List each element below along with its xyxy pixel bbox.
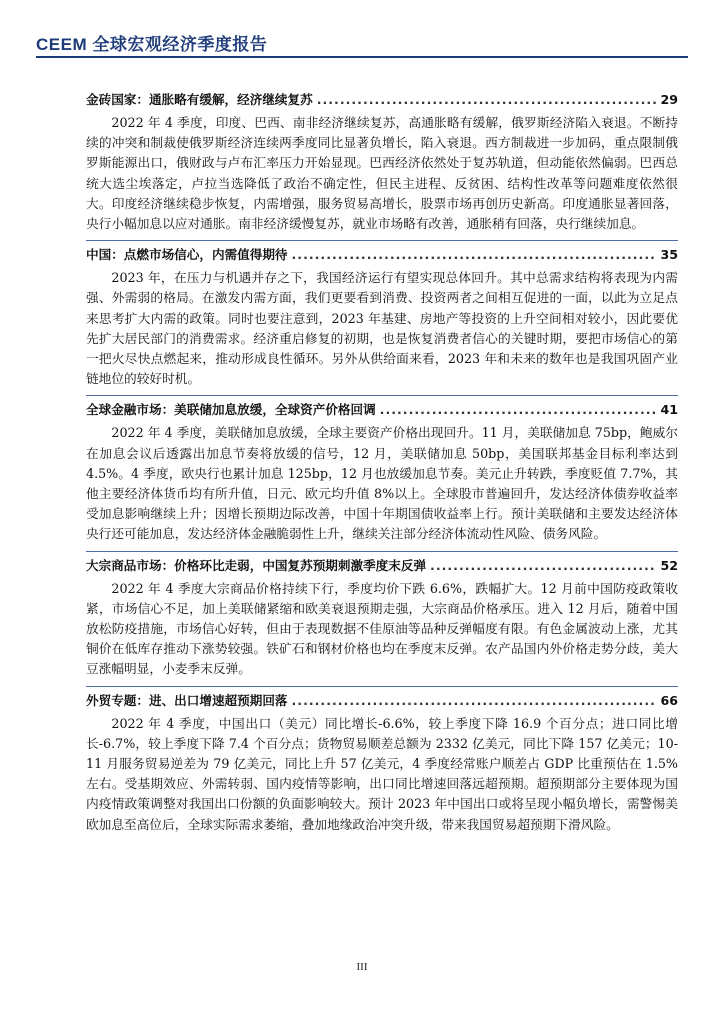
- toc-leader-dots: [292, 246, 657, 264]
- toc-entry-page: 41: [660, 402, 678, 418]
- section-summary: 2022 年 4 季度，中国出口（美元）同比增长-6.6%，较上季度下降 16.9 个百分点；进口同比增长-6.7%，较上季度下降 7.4 个百分点；货物贸易顺差总额为 2332 亿美元，同比下降 157 亿美元；10-11 月服务贸易逆差为 79 亿美元，同比上升 57 亿美元，4 季度经常账户顺差占 GDP 比重预估在 1.5%左右。受基期效应、外需转弱、国内疫情等影响，出口同比增速回落远超预期。超预期部分主要体现为国内疫情政策调整对我国出口份额的负面影响较大。预计 2023 年中国出口或将呈现小幅负增长，需警惕美欧加息至高位后，全球实际需求萎缩，叠加地缘政治冲突升级，带来我国贸易超预期下滑风险。: [86, 715, 678, 832]
- toc-leader-dots: [430, 557, 656, 575]
- section-summary: 2022 年 4 季度，美联储加息放缓，全球主要资产价格出现回升。11 月，美联储加息 75bp，鲍威尔在加息会议后透露出加息节奏将放缓的信号，12 月，美联储加息 50bp，美国联邦基金目标利率达到 4.5%。4 季度，欧央行也累计加息 125bp，12 月也放缓加息节奏。美元止升转跌，季度贬值 7.7%，其他主要经济体货币均有所升值，日元、欧元均升值 8%以上。全球股市普遍回升，发达经济体债券收益率受加息影响继续上升；因增长预期边际改善，中国十年期国债收益率上行。预计美联储和主要发达经济体央行还可能加息，发达经济体金融脆弱性上升，继续关注部分经济体流动性风险、债务风险。: [86, 425, 678, 542]
- toc-section-foreign-trade: [86, 686, 678, 835]
- toc-section-commodities: [86, 551, 678, 680]
- toc-entry-title: 全球金融市场：美联储加息放缓，全球资产价格回调: [86, 402, 376, 418]
- toc-entry[interactable]: [86, 240, 678, 264]
- toc-content: [86, 86, 678, 841]
- toc-leader-dots: [317, 91, 657, 109]
- toc-entry-title: 中国：点燃市场信心，内需值得期待: [86, 247, 288, 263]
- section-summary: 2023 年，在压力与机遇并存之下，我国经济运行有望实现总体回升。其中总需求结构将表现为内需强、外需弱的格局。在激发内需方面，我们更要看到消费、投资两者之间相互促进的一面，以此为立足点来思考扩大内需的政策。同时也要注意到，2023 年基建、房地产等投资的上升空间相对较小，因此要优先扩大居民部门的消费需求。经济重启修复的初期，也是恢复消费者信心的关键时期，要把市场信心的第一把火尽快点燃起来，推动形成良性循环。另外从供给面来看，2023 年和未来的数年也是我国巩固产业链地位的较好时机。: [86, 270, 678, 387]
- section-summary: 2022 年 4 季度大宗商品价格持续下行，季度均价下跌 6.6%，跌幅扩大。12 月前中国防疫政策收紧，市场信心不足，加上美联储紧缩和欧美衰退预期走强，大宗商品价格承压。进入 12 月后，随着中国放松防疫措施，市场信心好转，但由于表现数据不佳原油等品种反弹幅度有限。有色金属波动上涨，尤其铜价在低库存推动下涨势较强。铁矿石和钢材价格也均在季度末反弹。农产品国内外价格走势分歧，美大豆涨幅明显，小麦季末反弹。: [86, 580, 678, 677]
- report-header: [36, 30, 688, 55]
- toc-entry[interactable]: [86, 86, 678, 109]
- toc-entry-title: 大宗商品市场：价格环比走弱，中国复苏预期刺激季度末反弹: [86, 557, 427, 573]
- toc-leader-dots: [292, 692, 657, 710]
- toc-entry-title: 金砖国家：通胀略有缓解，经济继续复苏: [86, 92, 313, 107]
- toc-entry-page: 29: [660, 92, 678, 107]
- toc-entry[interactable]: [86, 395, 678, 419]
- page-number: III: [356, 961, 368, 973]
- report-title: CEEM 全球宏观经济季度报告: [36, 35, 268, 54]
- section-summary: 2022 年 4 季度，印度、巴西、南非经济继续复苏，高通胀略有缓解，俄罗斯经济陷入衰退。不断持续的冲突和制裁使俄罗斯经济连续两季度同比显著负增长，陷入衰退。西方制裁进一步加码，重点限制俄罗斯能源出口，俄财政与卢布汇率压力开始显现。巴西经济依然处于复苏轨道，但动能依然偏弱。巴西总统大选尘埃落定，卢拉当选降低了政治不确定性，但民主进程、反贫困、结构性改革等问题难度依然很大。印度经济继续稳步恢复，内需增强，服务贸易高增长，股票市场再创历史新高。印度通胀显著回落，央行小幅加息以应对通胀。南非经济缓慢复苏，就业市场略有改善，通胀稍有回落，央行继续加息。: [86, 115, 678, 232]
- toc-leader-dots: [380, 401, 657, 419]
- toc-entry[interactable]: [86, 686, 678, 710]
- toc-entry-page: 52: [660, 557, 678, 573]
- toc-entry[interactable]: [86, 551, 678, 575]
- toc-entry-page: 66: [660, 692, 678, 708]
- toc-section-china: [86, 240, 678, 389]
- header-rule: [36, 56, 688, 58]
- toc-section-brics: [86, 86, 678, 234]
- toc-entry-title: 外贸专题：进、出口增速超预期回落: [86, 692, 288, 708]
- toc-section-financial-markets: [86, 395, 678, 544]
- toc-entry-page: 35: [660, 247, 678, 263]
